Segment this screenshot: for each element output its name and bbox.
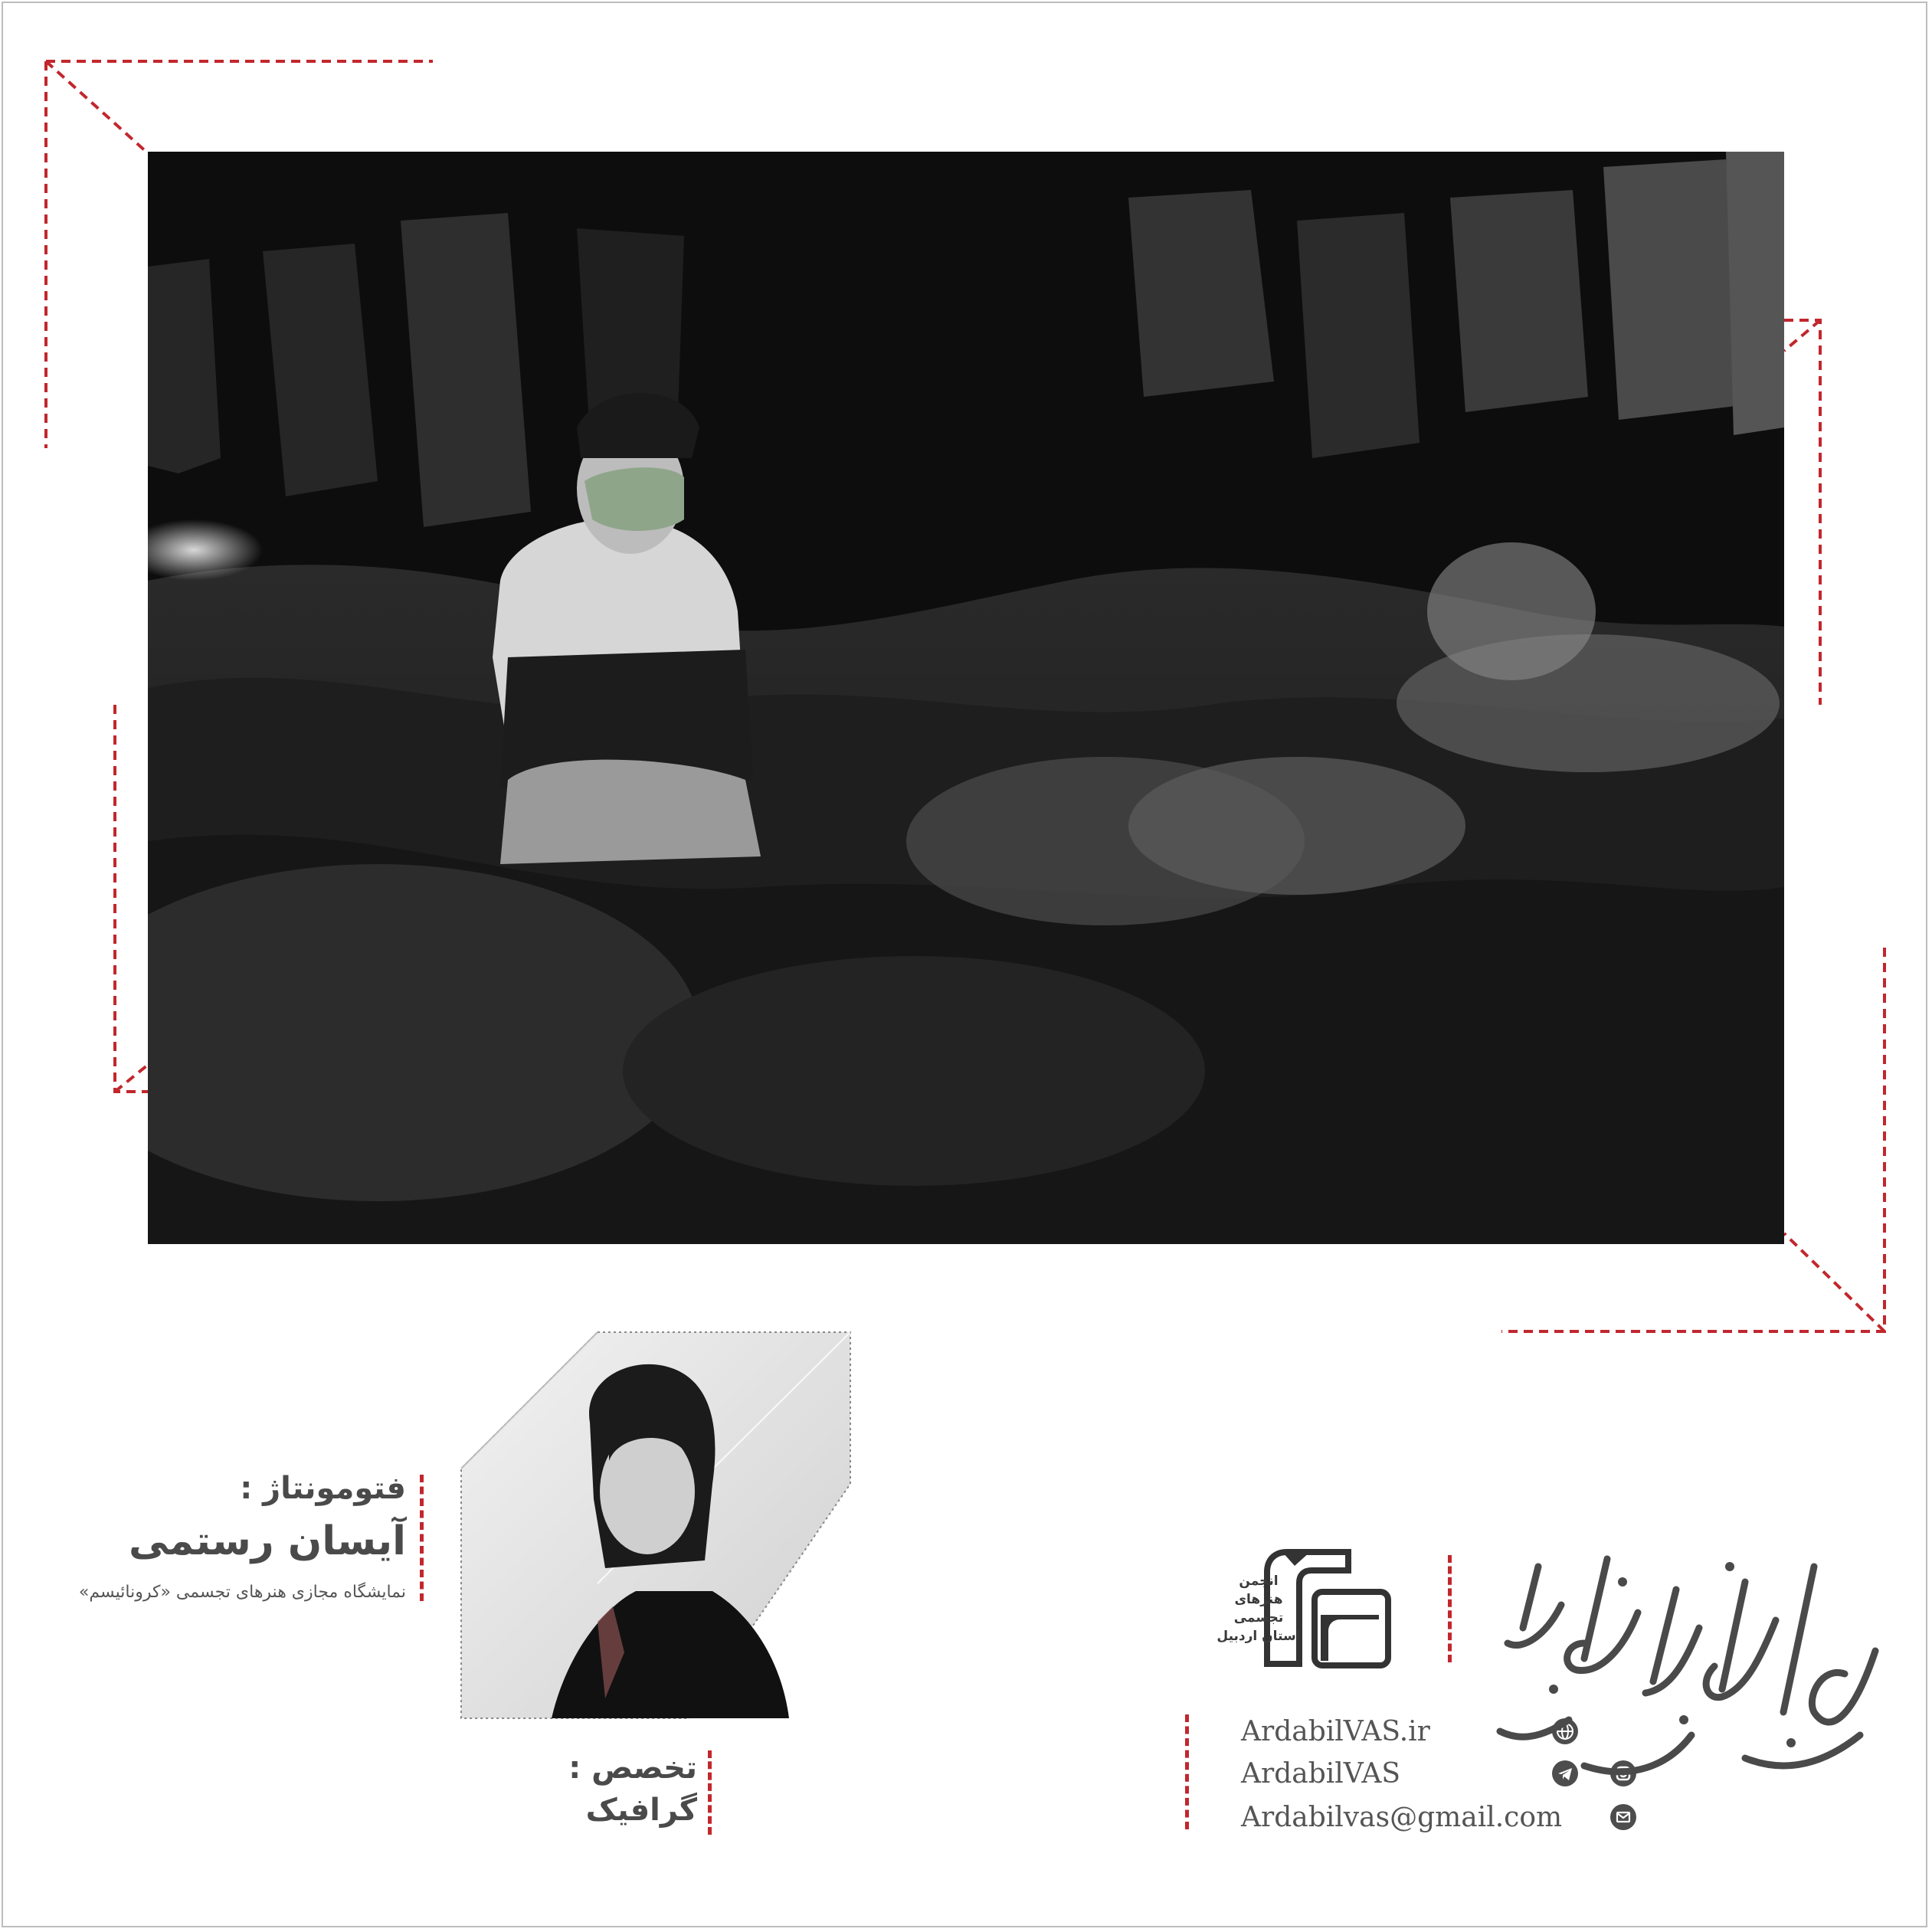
logo-line-1: انجمن [1239,1573,1279,1589]
contact-accent-bar [1185,1714,1189,1829]
artist-portrait [460,1331,852,1720]
logo-line-3: تجسمی [1233,1610,1284,1626]
specialty-label: تخصص : [568,1750,697,1786]
specialty-accent-bar [708,1750,712,1835]
logo-line-2: هنرهای [1234,1592,1283,1607]
artist-name: آیسان رستمی [128,1518,406,1564]
logo-divider-bar [1448,1555,1452,1662]
face-mask [585,467,684,531]
contact-email[interactable]: Ardabilvas@gmail.com [1241,1802,1563,1833]
envelope-icon[interactable] [1610,1804,1636,1830]
contact-handle[interactable]: ArdabilVAS [1241,1758,1401,1790]
exhibition-title: نمایشگاه مجازی هنرهای تجسمی «کرونائیسم» [78,1583,406,1602]
logo-line-4: استان اردبیل [1217,1629,1301,1644]
calligraphy-logo [1492,1536,1898,1796]
association-logo-text [1212,1572,1305,1645]
photomontage-label: فتومونتاژ : [240,1471,406,1506]
main-photograph [148,152,1784,1244]
credits-accent-bar [420,1475,424,1601]
specialty-value: گرافیک [585,1793,697,1828]
contact-website[interactable]: ArdabilVAS.ir [1241,1716,1430,1747]
